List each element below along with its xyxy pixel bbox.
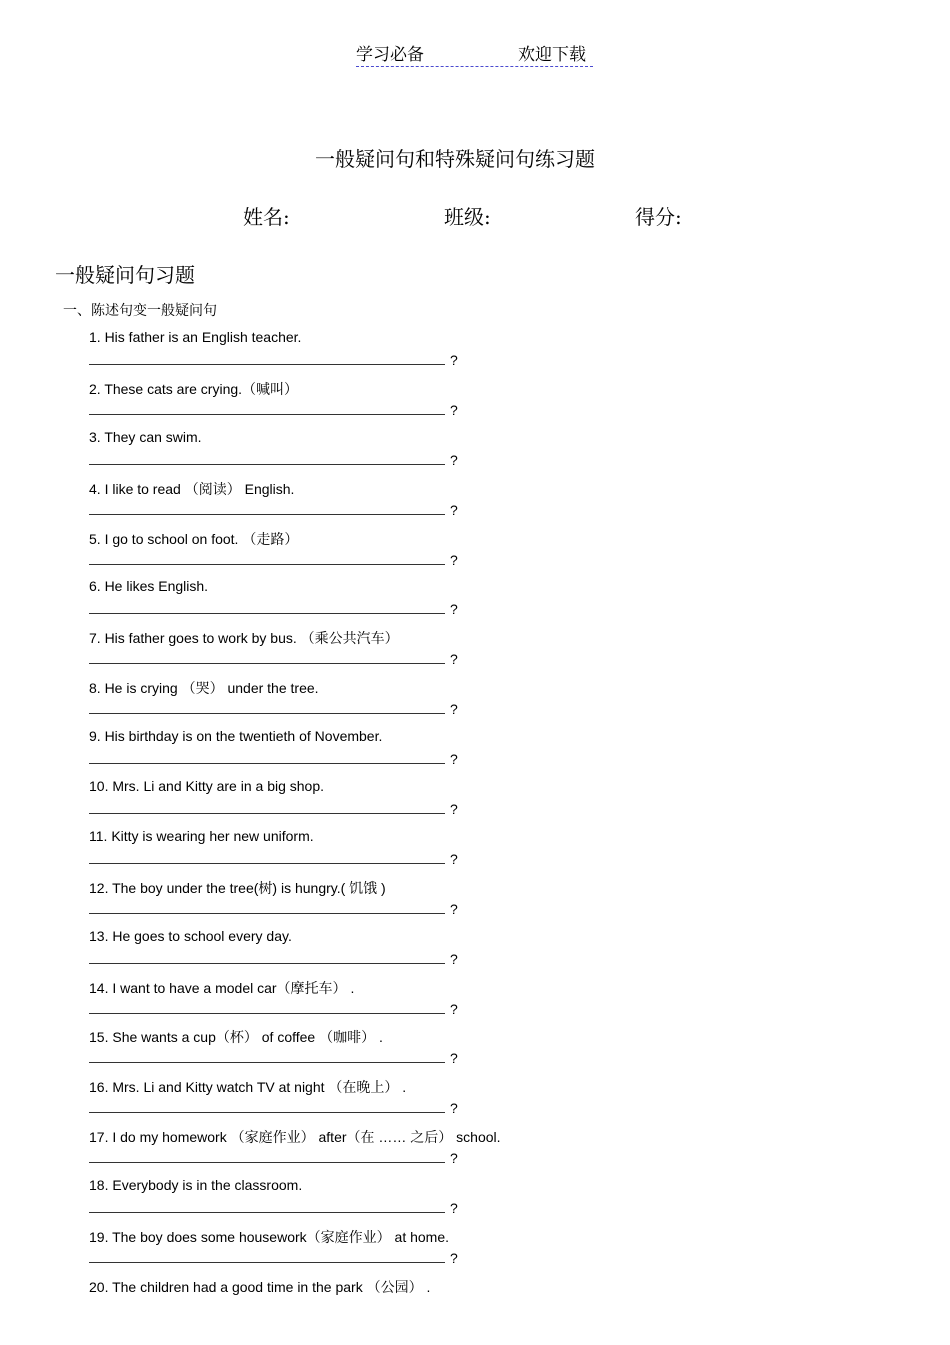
answer-question-mark: ? (450, 850, 458, 867)
question-text: 6. He likes English. (89, 578, 209, 595)
question-text: 7. His father goes to work by bus. （乘公共汽车） (89, 630, 399, 647)
answer-question-mark: ? (450, 501, 458, 518)
answer-blank-line (89, 913, 445, 914)
answer-question-mark: ? (450, 1200, 458, 1217)
question-text: 3. They can swim. (89, 428, 202, 445)
answer-question-mark: ? (450, 1000, 458, 1017)
answer-blank-line (89, 763, 445, 764)
answer-blank-line (89, 863, 445, 864)
answer-question-mark: ? (450, 601, 458, 618)
question-item (89, 527, 689, 577)
answer-blank-line (89, 514, 445, 515)
question-text: 20. The children had a good time in the park （公园） . (89, 1278, 431, 1295)
answer-question-mark: ? (450, 801, 458, 818)
answer-question-mark: ? (450, 1250, 458, 1267)
question-item (89, 926, 689, 976)
answer-blank-line (89, 613, 445, 614)
question-item (89, 1125, 689, 1175)
document-title: 一般疑问句和特殊疑问句练习题 (315, 147, 595, 171)
question-item (89, 676, 689, 726)
answer-question-mark: ? (450, 1050, 458, 1067)
answer-blank-line (89, 1013, 445, 1014)
question-item (89, 1275, 689, 1325)
page-header-banner (356, 40, 593, 67)
question-item (89, 626, 689, 676)
section-heading: 一般疑问句习题 (55, 263, 195, 287)
question-text: 18. Everybody is in the classroom. (89, 1177, 303, 1194)
answer-question-mark: ? (450, 352, 458, 368)
question-item (89, 1025, 689, 1075)
question-text: 15. She wants a cup（杯） of coffee （咖啡） . (89, 1029, 383, 1046)
answer-blank-line (89, 1162, 445, 1163)
question-text: 1. His father is an English teacher. (89, 329, 302, 345)
answer-question-mark: ? (450, 401, 458, 418)
answer-question-mark: ? (450, 701, 458, 718)
answer-question-mark: ? (450, 751, 458, 768)
question-item (89, 726, 689, 776)
answer-question-mark: ? (450, 950, 458, 967)
answer-blank-line (89, 963, 445, 964)
answer-blank-line (89, 1262, 445, 1263)
answer-question-mark: ? (450, 651, 458, 668)
answer-blank-line (89, 464, 445, 465)
header-right-text: 欢迎下载 (518, 45, 586, 65)
question-item (89, 1225, 689, 1275)
question-item (89, 776, 689, 826)
question-text: 11. Kitty is wearing her new uniform. (89, 827, 314, 844)
answer-question-mark: ? (450, 1100, 458, 1117)
score-label: 得分: (635, 205, 682, 229)
answer-blank-line (89, 414, 445, 415)
question-text: 9. His birthday is on the twentieth of November. (89, 728, 383, 745)
name-label: 姓名: (243, 205, 290, 229)
question-text: 17. I do my homework （家庭作业） after（在 …… 之后） school. (89, 1129, 501, 1146)
answer-blank-line (89, 713, 445, 714)
question-item (89, 876, 689, 926)
answer-blank-line (89, 1112, 445, 1113)
question-item (89, 1175, 689, 1225)
question-item (89, 576, 689, 626)
answer-blank-line (89, 813, 445, 814)
answer-blank-line (89, 364, 445, 365)
answer-blank-line (89, 663, 445, 664)
question-item (89, 377, 689, 427)
answer-question-mark: ? (450, 451, 458, 468)
answer-blank-line (89, 1062, 445, 1063)
question-text: 16. Mrs. Li and Kitty watch TV at night （在晚上） . (89, 1079, 407, 1096)
subsection-heading: 一、陈述句变一般疑问句 (63, 303, 217, 319)
question-text: 5. I go to school on foot. （走路） (89, 530, 299, 547)
question-item (89, 427, 689, 477)
question-text: 14. I want to have a model car（摩托车） . (89, 979, 355, 996)
question-item (89, 477, 689, 527)
answer-blank-line (89, 564, 445, 565)
answer-question-mark: ? (450, 1150, 458, 1167)
answer-blank-line (89, 1212, 445, 1213)
question-text: 8. He is crying （哭） under the tree. (89, 680, 319, 697)
question-item (89, 826, 689, 876)
question-text: 10. Mrs. Li and Kitty are in a big shop. (89, 778, 325, 795)
question-item (89, 327, 689, 377)
question-list (89, 327, 689, 1325)
question-item (89, 1075, 689, 1125)
answer-question-mark: ? (450, 900, 458, 917)
question-item (89, 976, 689, 1026)
header-left-text: 学习必备 (356, 45, 424, 65)
answer-question-mark: ? (450, 551, 458, 568)
question-text: 2. These cats are crying.（喊叫） (89, 380, 299, 397)
question-text: 13. He goes to school every day. (89, 927, 292, 944)
question-text: 4. I like to read （阅读） English. (89, 480, 295, 497)
class-label: 班级: (444, 205, 491, 229)
question-text: 12. The boy under the tree(树) is hungry.( 饥饿 ) (89, 879, 386, 896)
question-text: 19. The boy does some housework（家庭作业） at home. (89, 1229, 450, 1246)
